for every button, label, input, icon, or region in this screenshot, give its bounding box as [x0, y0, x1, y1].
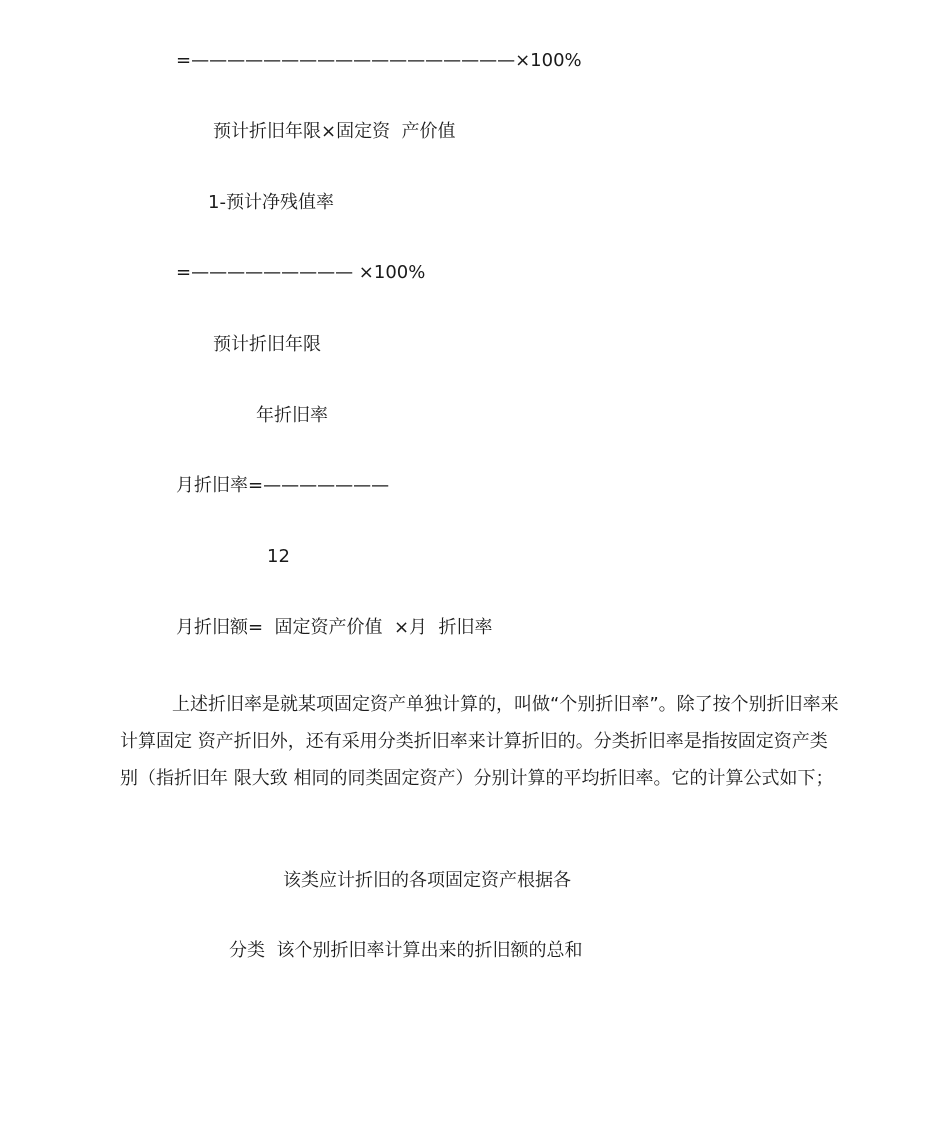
formula-2-denominator: 预计折旧年限 — [213, 334, 321, 355]
formula-2-numerator: 1-预计净残值率 — [208, 192, 334, 213]
formula-1-denominator: 预计折旧年限×固定资 产价值 — [213, 121, 456, 142]
formula-1-fraction-line: =——————————————————×100% — [176, 50, 582, 71]
body-paragraph: 上述折旧率是就某项固定资产单独计算的，叫做“个别折旧率”。除了按个别折旧率来计算固定 资产折旧外，还有采用分类折旧率来计算折旧的。分类折旧率是指按固定资产类别（指折旧年 限大致 相同的同类固定资产）分别计算的平均折旧率。它的计算公式如下； — [120, 694, 839, 789]
formula-5-numerator-line-1: 该类应计折旧的各项固定资产根据各 — [283, 870, 571, 891]
formula-3-fraction-line: 月折旧率=——————— — [176, 475, 390, 496]
formula-3-numerator: 年折旧率 — [256, 405, 328, 426]
formula-4: 月折旧额= 固定资产价值 ×月 折旧率 — [176, 617, 493, 638]
formula-2-fraction-line: =————————— ×100% — [176, 262, 426, 283]
formula-5-numerator-line-2: 分类 该个别折旧率计算出来的折旧额的总和 — [229, 940, 583, 961]
formula-3-denominator: 12 — [267, 546, 290, 567]
